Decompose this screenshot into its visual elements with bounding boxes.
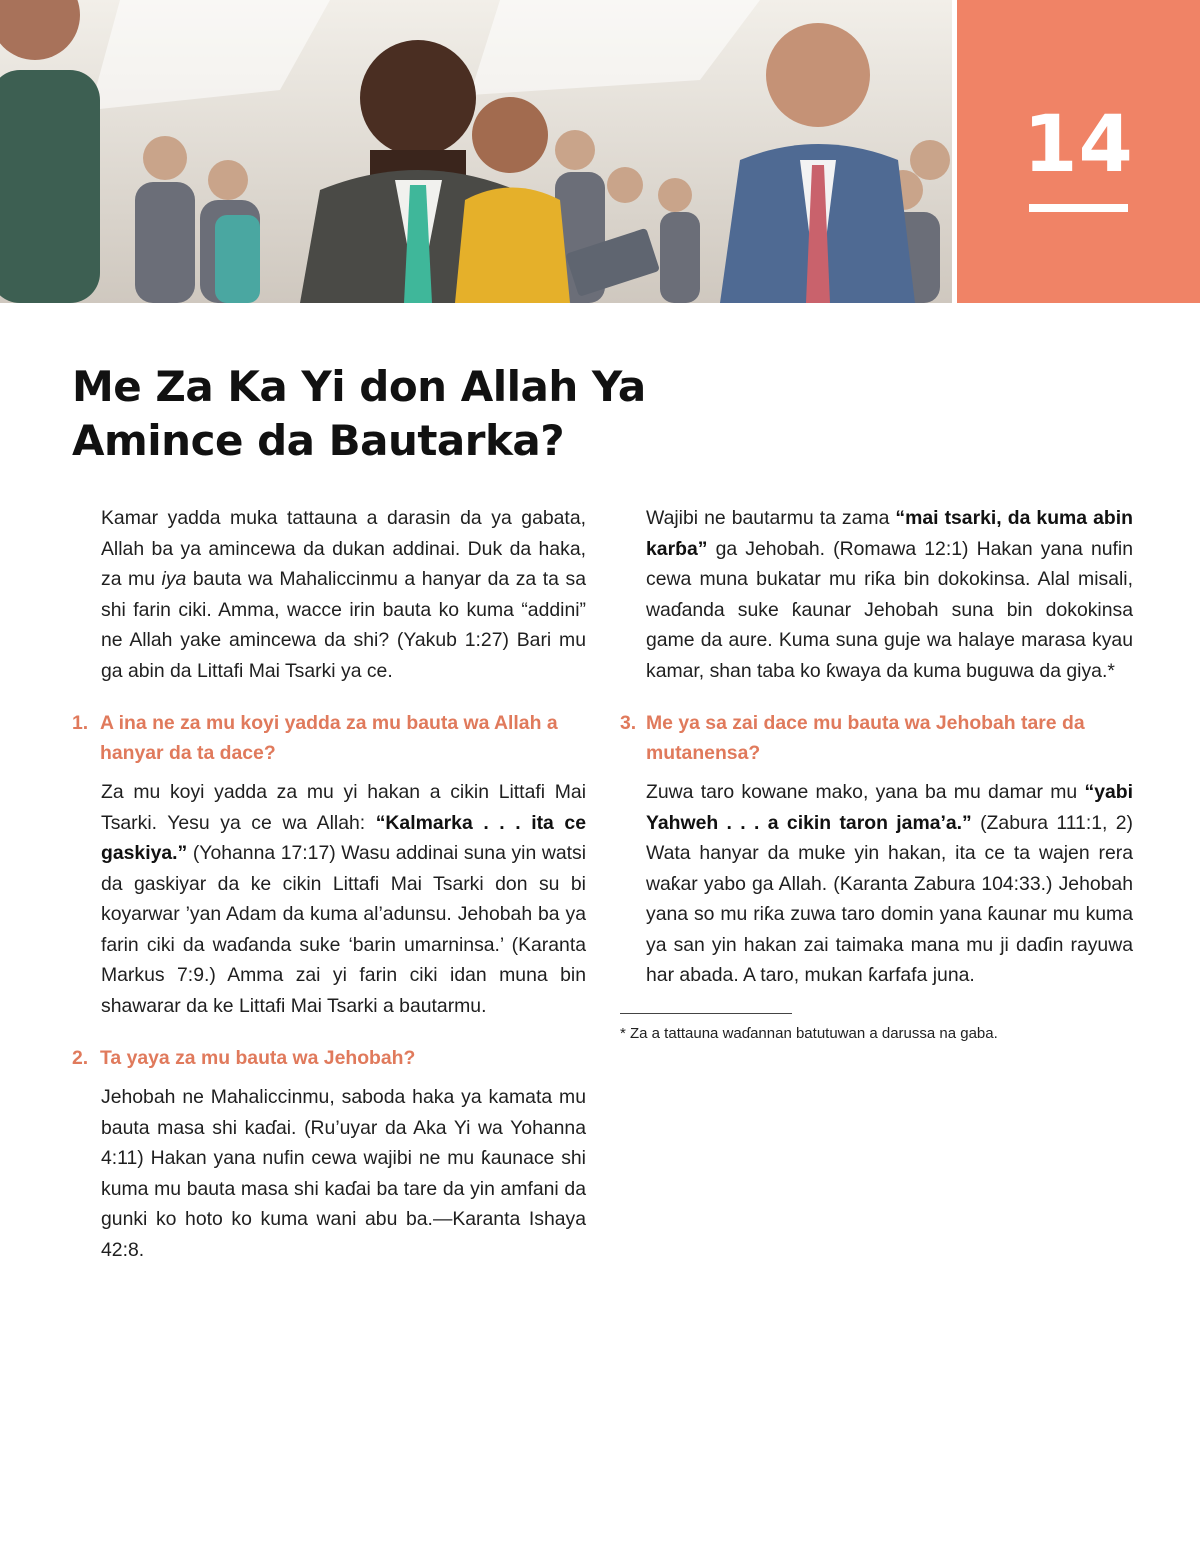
lesson-badge (957, 0, 1200, 303)
question-3-text: Me ya sa zai dace mu bauta wa Jehobah tare da mutanensa? (646, 712, 1085, 764)
lesson-number: 14 (1023, 100, 1134, 190)
question-3 (620, 708, 1133, 768)
question-2-number: 2. (72, 1047, 89, 1069)
answer-1-text-2: (Yohanna 17:17) Wasu addinai suna yin watsi da gaskiyar da ke cikin Littafi Mai Tsarki don su bi koyarwar ’yan Adam da kuma al’adunsu. Jehobah ba ya farin ciki da waɗanda suke ‘barin umarninsa.’ (Karanta Markus 7:9.) Amma zai yi farin ciki idan muna bin shawarar da ke Littafi Mai Tsarki a bautarmu. (101, 842, 586, 1017)
answer-1-quote: “Kalmarka . . . ita ce gaskiya.” (101, 811, 586, 864)
continuation-text-2: ga Jehobah. (Romawa 12:1) Hakan yana nufin cewa muna bukatar mu riƙa bin dokokinsa. Alal misali, waɗanda suke ƙaunar Jehobah suna bin dokokinsa game da aure. Kuma suna guje wa halaye marasa kyau kamar, shan taba ko ƙwaya da kuma buguwa da giya. (646, 537, 1133, 682)
answer-3-text-2: (Zabura 111:1, 2) Wata hanyar da muke yin hakan, ita ce ta wajen rera waƙar yabo ga Allah. (Karanta Zabura 104:33.) Jehobah yana so mu riƙa zuwa taro domin yana ƙaunar mu kuma ya san yin hakan zai taimaka mana mu ji daɗin rayuwa har abada. A taro, mukan ƙarfafa juna. (646, 811, 1133, 986)
continuation-quote: “mai tsarki, da kuma abin karɓa” (646, 507, 1133, 560)
right-column (620, 503, 1133, 1044)
intro-text-1: Kamar yadda muka tattauna a darasin da ya gabata, Allah ba ya amincewa da dukan addinai. Duk da haka, za mu (101, 507, 586, 590)
question-3-number: 3. (620, 712, 637, 734)
footnote-marker[interactable]: * (1107, 659, 1115, 682)
continuation-paragraph (646, 503, 1133, 686)
continuation-text-1: Wajibi ne bautarmu ta zama (646, 507, 896, 529)
intro-text-2: bauta wa Mahaliccinmu a hanyar da za ta sa shi farin ciki. Amma, wacce irin bauta ko kuma “addini” ne Allah yake amincewa da shi? (Yakub 1:27) Bari mu ga abin da Littafi Mai Tsarki ya ce. (101, 568, 586, 682)
question-1-text: A ina ne za mu koyi yadda za mu bauta wa Allah a hanyar da ta dace? (100, 712, 558, 764)
answer-1-paragraph (101, 777, 586, 1021)
footnote: * Za a tattauna waɗannan batutuwan a darussa na gaba. (620, 1024, 998, 1042)
page-title (72, 360, 712, 468)
answer-3-quote: “yabi Yahweh . . . a cikin taron jama’a.” (646, 781, 1133, 834)
page-title-line-2: Amince da Bautarka? (72, 416, 565, 465)
left-column (72, 503, 586, 1265)
intro-paragraph (101, 503, 586, 686)
page-title-line-1: Me Za Ka Yi don Allah Ya (72, 362, 646, 411)
answer-1-text-1: Za mu koyi yadda za mu yi hakan a cikin Littafi Mai Tsarki. Yesu ya ce wa Allah: (101, 781, 586, 834)
lesson-number-underline (1029, 204, 1128, 212)
question-1-number: 1. (72, 712, 89, 734)
footnote-divider (620, 1013, 792, 1014)
question-2-text: Ta yaya za mu bauta wa Jehobah? (100, 1047, 416, 1069)
question-1 (72, 708, 586, 768)
intro-emphasis: iya (161, 568, 187, 590)
answer-3-paragraph (646, 777, 1133, 991)
answer-3-text-1: Zuwa taro kowane mako, yana ba mu damar mu (646, 781, 1085, 803)
header-photo (0, 0, 952, 303)
question-2 (72, 1043, 586, 1073)
answer-2-paragraph: Jehobah ne Mahaliccinmu, saboda haka ya kamata mu bauta masa shi kaɗai. (Ru’uyar da Aka Yi wa Yohanna 4:11) Hakan yana nufin cewa wajibi ne mu ƙaunace shi kuma mu bauta masa shi kaɗai ba tare da yin amfani da gunki ko hoto ko kuma wani abu ba.—Karanta Ishaya 42:8. (101, 1086, 586, 1261)
